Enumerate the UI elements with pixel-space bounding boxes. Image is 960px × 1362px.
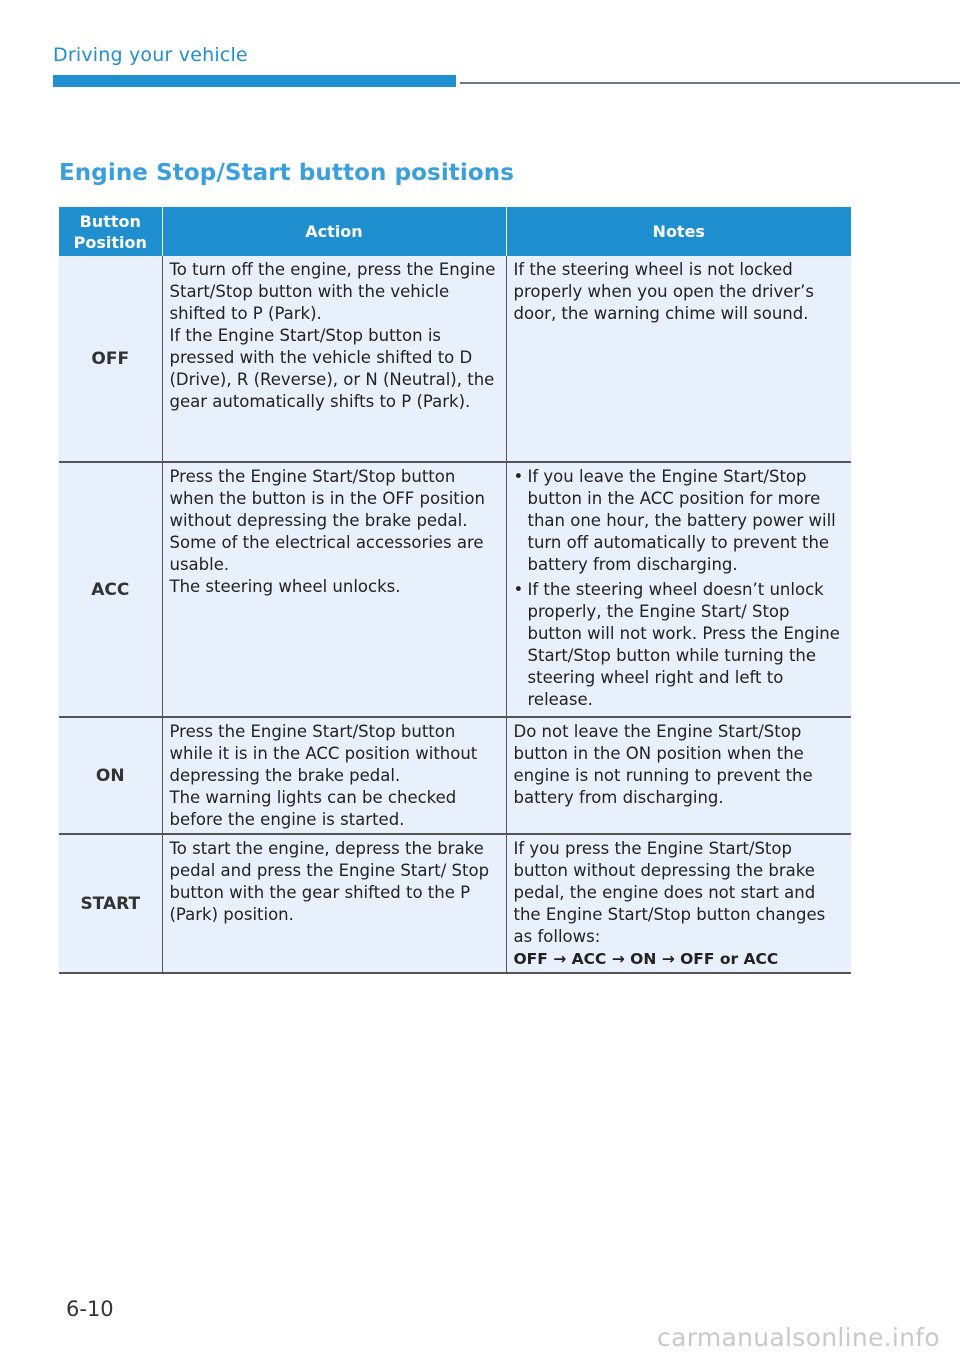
notes-bullet: • If you leave the Engine Start/Stop button in the ACC position for more than one hour, the battery power will turn off automatically to prevent the battery from discharging. [514,466,846,576]
position-cell: ON [59,717,162,834]
watermark: carmanualsonline.info [657,1323,940,1352]
action-text: To turn off the engine, press the Engine Start/Stop button with the vehicle shifted to P (Park). If the Engine Start/Stop button is pressed with the vehicle shifted to D (Drive), R (Reverse), or N (Neutral), the gear automatically shifts to P (Park). [169,260,496,411]
notes-cell [506,834,851,973]
position-cell: START [59,834,162,973]
page-title: Engine Stop/Start button positions [59,160,515,186]
header-rule [460,82,960,84]
notes-cell [506,717,851,834]
notes-text: Do not leave the Engine Start/Stop button in the ON position when the engine is not running to prevent the battery from discharging. [513,722,813,807]
table-row-start [59,834,851,973]
position-cell: ACC [59,462,162,717]
action-cell [162,717,506,834]
position-cell: OFF [59,256,162,462]
column-header-button-position [59,207,162,256]
notes-bullet: • If the steering wheel doesn’t unlock properly, the Engine Start/ Stop button will not work. Press the Engine Start/Stop button while turning the steering wheel right and left to release. [514,579,846,711]
column-header-action [162,207,506,256]
notes-bullet-list [514,466,846,711]
table-row-acc [59,462,851,717]
action-text: Press the Engine Start/Stop button when the button is in the OFF position without depressing the brake pedal. Some of the electrical accessories are usable. The steering wheel unlocks. [169,467,485,596]
notes-cell [506,462,851,717]
header-bar [53,75,456,87]
section-header: Driving your vehicle [53,44,248,66]
button-positions-table [59,207,851,974]
table-row-off [59,256,851,462]
notes-text: If you press the Engine Start/Stop button without depressing the brake pedal, the engine does not start and the Engine Start/Stop button changes as follows: [513,839,826,946]
action-cell [162,462,506,717]
table-row-on [59,717,851,834]
action-cell [162,256,506,462]
column-header-notes [506,207,851,256]
action-cell [162,834,506,973]
action-text: Press the Engine Start/Stop button while it is in the ACC position without depressing the brake pedal. The warning lights can be checked before the engine is started. [169,722,478,829]
table-header-row [59,207,851,256]
notes-cell [506,256,851,462]
column-header-label: Button Position [73,211,147,252]
action-text: To start the engine, depress the brake pedal and press the Engine Start/ Stop button with the gear shifted to the P (Park) position. [169,839,490,924]
column-header-label: Action [305,222,363,241]
notes-text: If the steering wheel is not locked properly when you open the driver’s door, the warning chime will sound. [513,260,814,323]
page-number: 6-10 [66,1297,114,1321]
state-sequence: OFF → ACC → ON → OFF or ACC [513,950,779,968]
column-header-label: Notes [652,222,705,241]
